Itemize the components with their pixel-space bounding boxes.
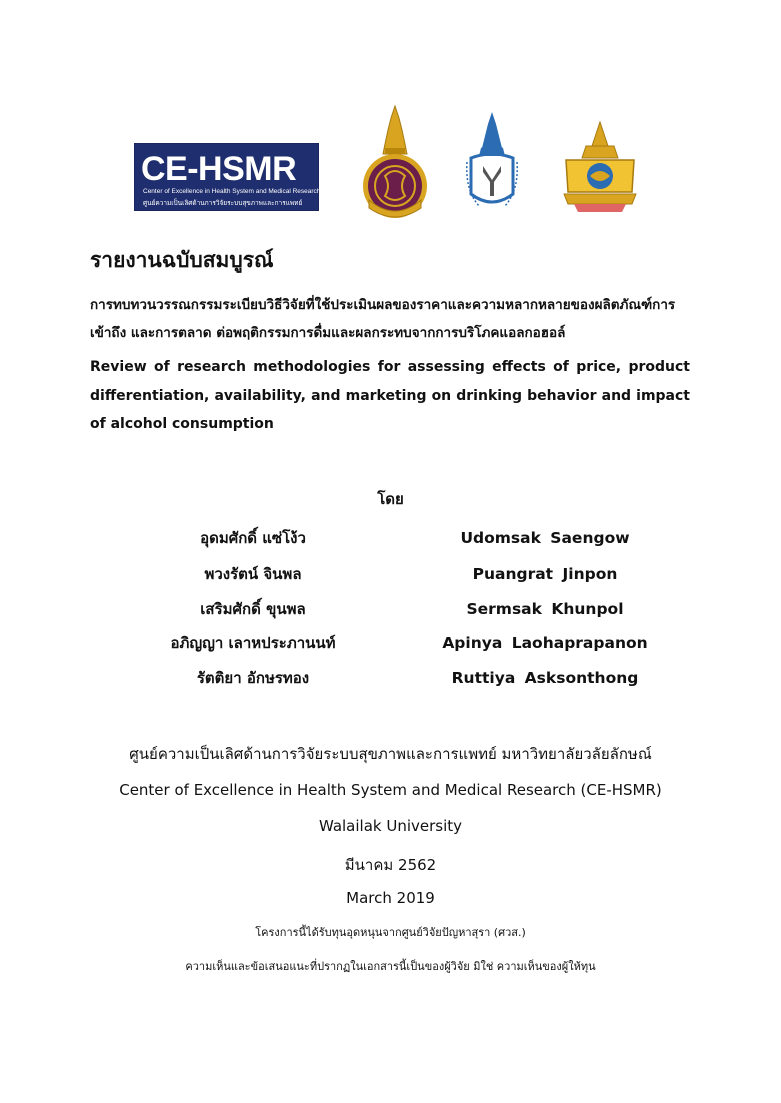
author-name-english: Puangrat Jinpon (472, 565, 618, 583)
english-title: Review of research methodologies for assessing effects of price, product differentiation, availability, and marketing on drinking behavior and impact of alcohol consumption (90, 359, 690, 432)
author-name-thai: อภิญญา เลาหประภานนท์ (170, 634, 336, 652)
author-name-thai: รัตติยา อักษรทอง (196, 669, 310, 687)
author-name-english: Apinya Laohaprapanon (442, 634, 648, 652)
author-row (0, 560, 781, 590)
author-row (0, 664, 781, 694)
author-row (0, 524, 781, 554)
center-name-english: Center of Excellence in Health System and Medical Research (CE-HSMR) (119, 781, 662, 799)
date-thai: มีนาคม 2562 (344, 856, 437, 874)
author-name-english: Sermsak Khunpol (466, 600, 624, 618)
author-name-english: Udomsak Saengow (460, 529, 630, 547)
center-name-thai: ศูนย์ความเป็นเลิศด้านการวิจัยระบบสุขภาพและการแพทย์ มหาวิทยาลัยวลัยลักษณ์ (129, 745, 652, 763)
logo-row (0, 104, 781, 224)
ce-hsmr-logo (134, 143, 319, 211)
funding-note: โครงการนี้ได้รับทุนอุดหนุนจากศูนย์วิจัยปัญหาสุรา (ศวส.) (255, 926, 526, 939)
ce-hsmr-logo-text: CE-HSMR (141, 150, 297, 188)
disclaimer: ความเห็นและข้อเสนอแนะที่ปรากฏในเอกสารนี้เป็นของผู้วิจัย มิใช่ ความเห็นของผู้ให้ทุน (185, 960, 596, 973)
author-name-thai: เสริมศักดิ์ ขุนพล (200, 600, 306, 618)
date-english: March 2019 (346, 889, 435, 907)
ce-hsmr-logo-subtitle-th: ศูนย์ความเป็นเลิศด้านการวิจัยระบบสุขภาพและการแพทย์ (143, 200, 303, 207)
university-emblem-icon (463, 110, 521, 214)
by-label: โดย (377, 490, 404, 508)
report-title: รายงานฉบับสมบูรณ์ (90, 248, 274, 272)
thai-title: การทบทวนวรรณกรรมระเบียบวิธีวิจัยที่ใช้ประเมินผลของราคาและความหลากหลายของผลิตภัณฑ์การเข้าถึง และการตลาด ต่อพฤติกรรมการดื่มและผลกระทบจากการบริโภคแอลกอฮอล์ (90, 297, 676, 341)
ce-hsmr-logo-subtitle-en: Center of Excellence in Health System and Medical Research (143, 188, 321, 195)
author-row (0, 595, 781, 625)
author-row (0, 629, 781, 659)
author-name-english: Ruttiya Asksonthong (451, 669, 639, 687)
royal-seal-icon (355, 104, 435, 222)
university-name: Walailak University (318, 817, 463, 835)
author-name-thai: พวงรัตน์ จินพล (204, 565, 302, 583)
institution-seal-icon (556, 120, 644, 214)
author-name-thai: อุดมศักดิ์ แซ่โง้ว (200, 529, 306, 547)
